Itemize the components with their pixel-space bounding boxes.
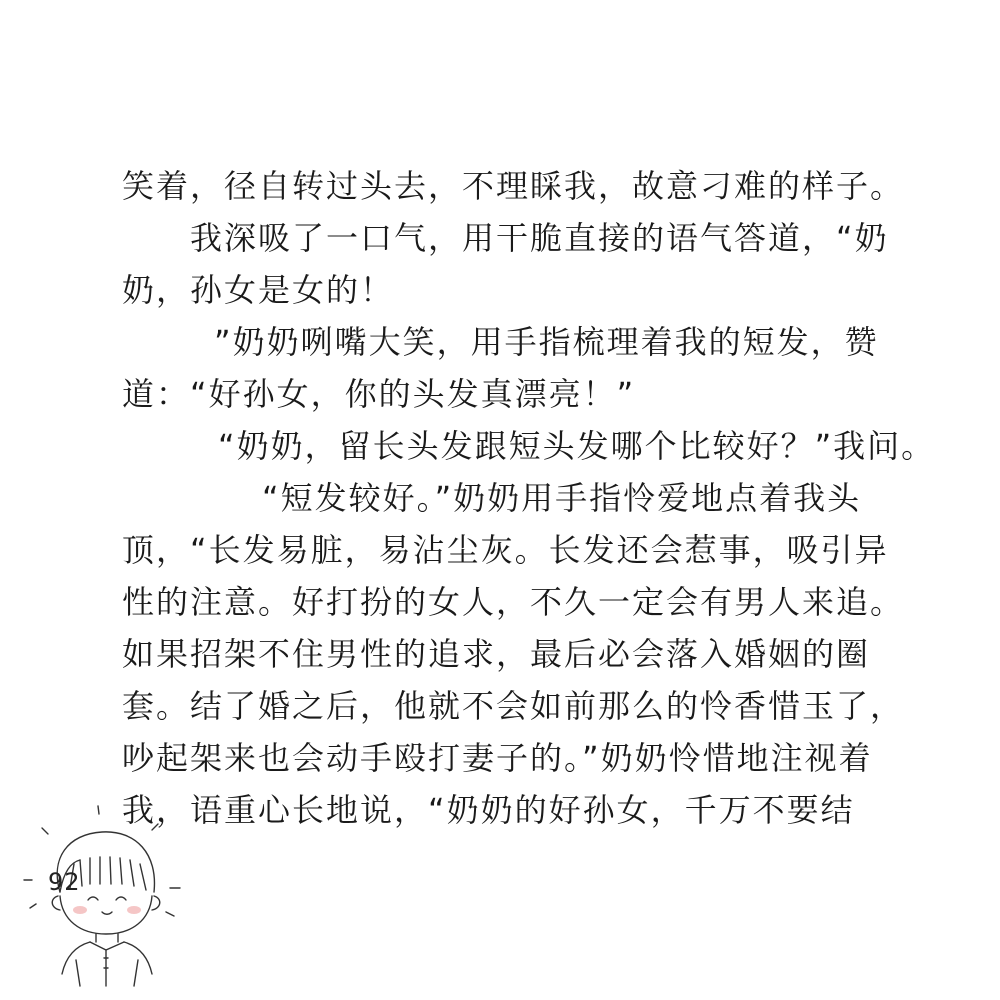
page-number: 92	[48, 868, 81, 896]
text-line: 如果招架不住男性的追求，最后必会落入婚姻的圈	[122, 635, 871, 673]
text-line: 我深吸了一口气，用干脆直接的语气答道，“奶	[190, 219, 889, 257]
text-line: 笑着，径自转过头去，不理睬我，故意刁难的样子。	[122, 167, 905, 205]
text-line: 性的注意。好打扮的女人，不久一定会有男人来追。	[122, 583, 905, 621]
text-line: 奶，孙女是女的！	[122, 271, 395, 309]
child-doodle-illustration	[20, 800, 200, 990]
text-line: “奶奶，留长头发跟短头发哪个比较好？”我问。	[218, 427, 936, 465]
text-line: ”奶奶咧嘴大笑，用手指梳理着我的短发，赞	[214, 323, 879, 361]
body-text	[122, 160, 936, 836]
text-line: 道：“好孙女，你的头发真漂亮！”	[122, 375, 636, 413]
text-line: 我，语重心长地说，“奶奶的好孙女，千万不要结	[122, 791, 855, 829]
text-line: 套。结了婚之后，他就不会如前那么的怜香惜玉了，	[122, 687, 905, 725]
text-line: 吵起架来也会动手殴打妻子的。”奶奶怜惜地注视着	[122, 739, 873, 777]
text-line: “短发较好。”奶奶用手指怜爱地点着我头	[262, 479, 862, 517]
text-line: 顶，“长发易脏，易沾尘灰。长发还会惹事，吸引异	[122, 531, 889, 569]
